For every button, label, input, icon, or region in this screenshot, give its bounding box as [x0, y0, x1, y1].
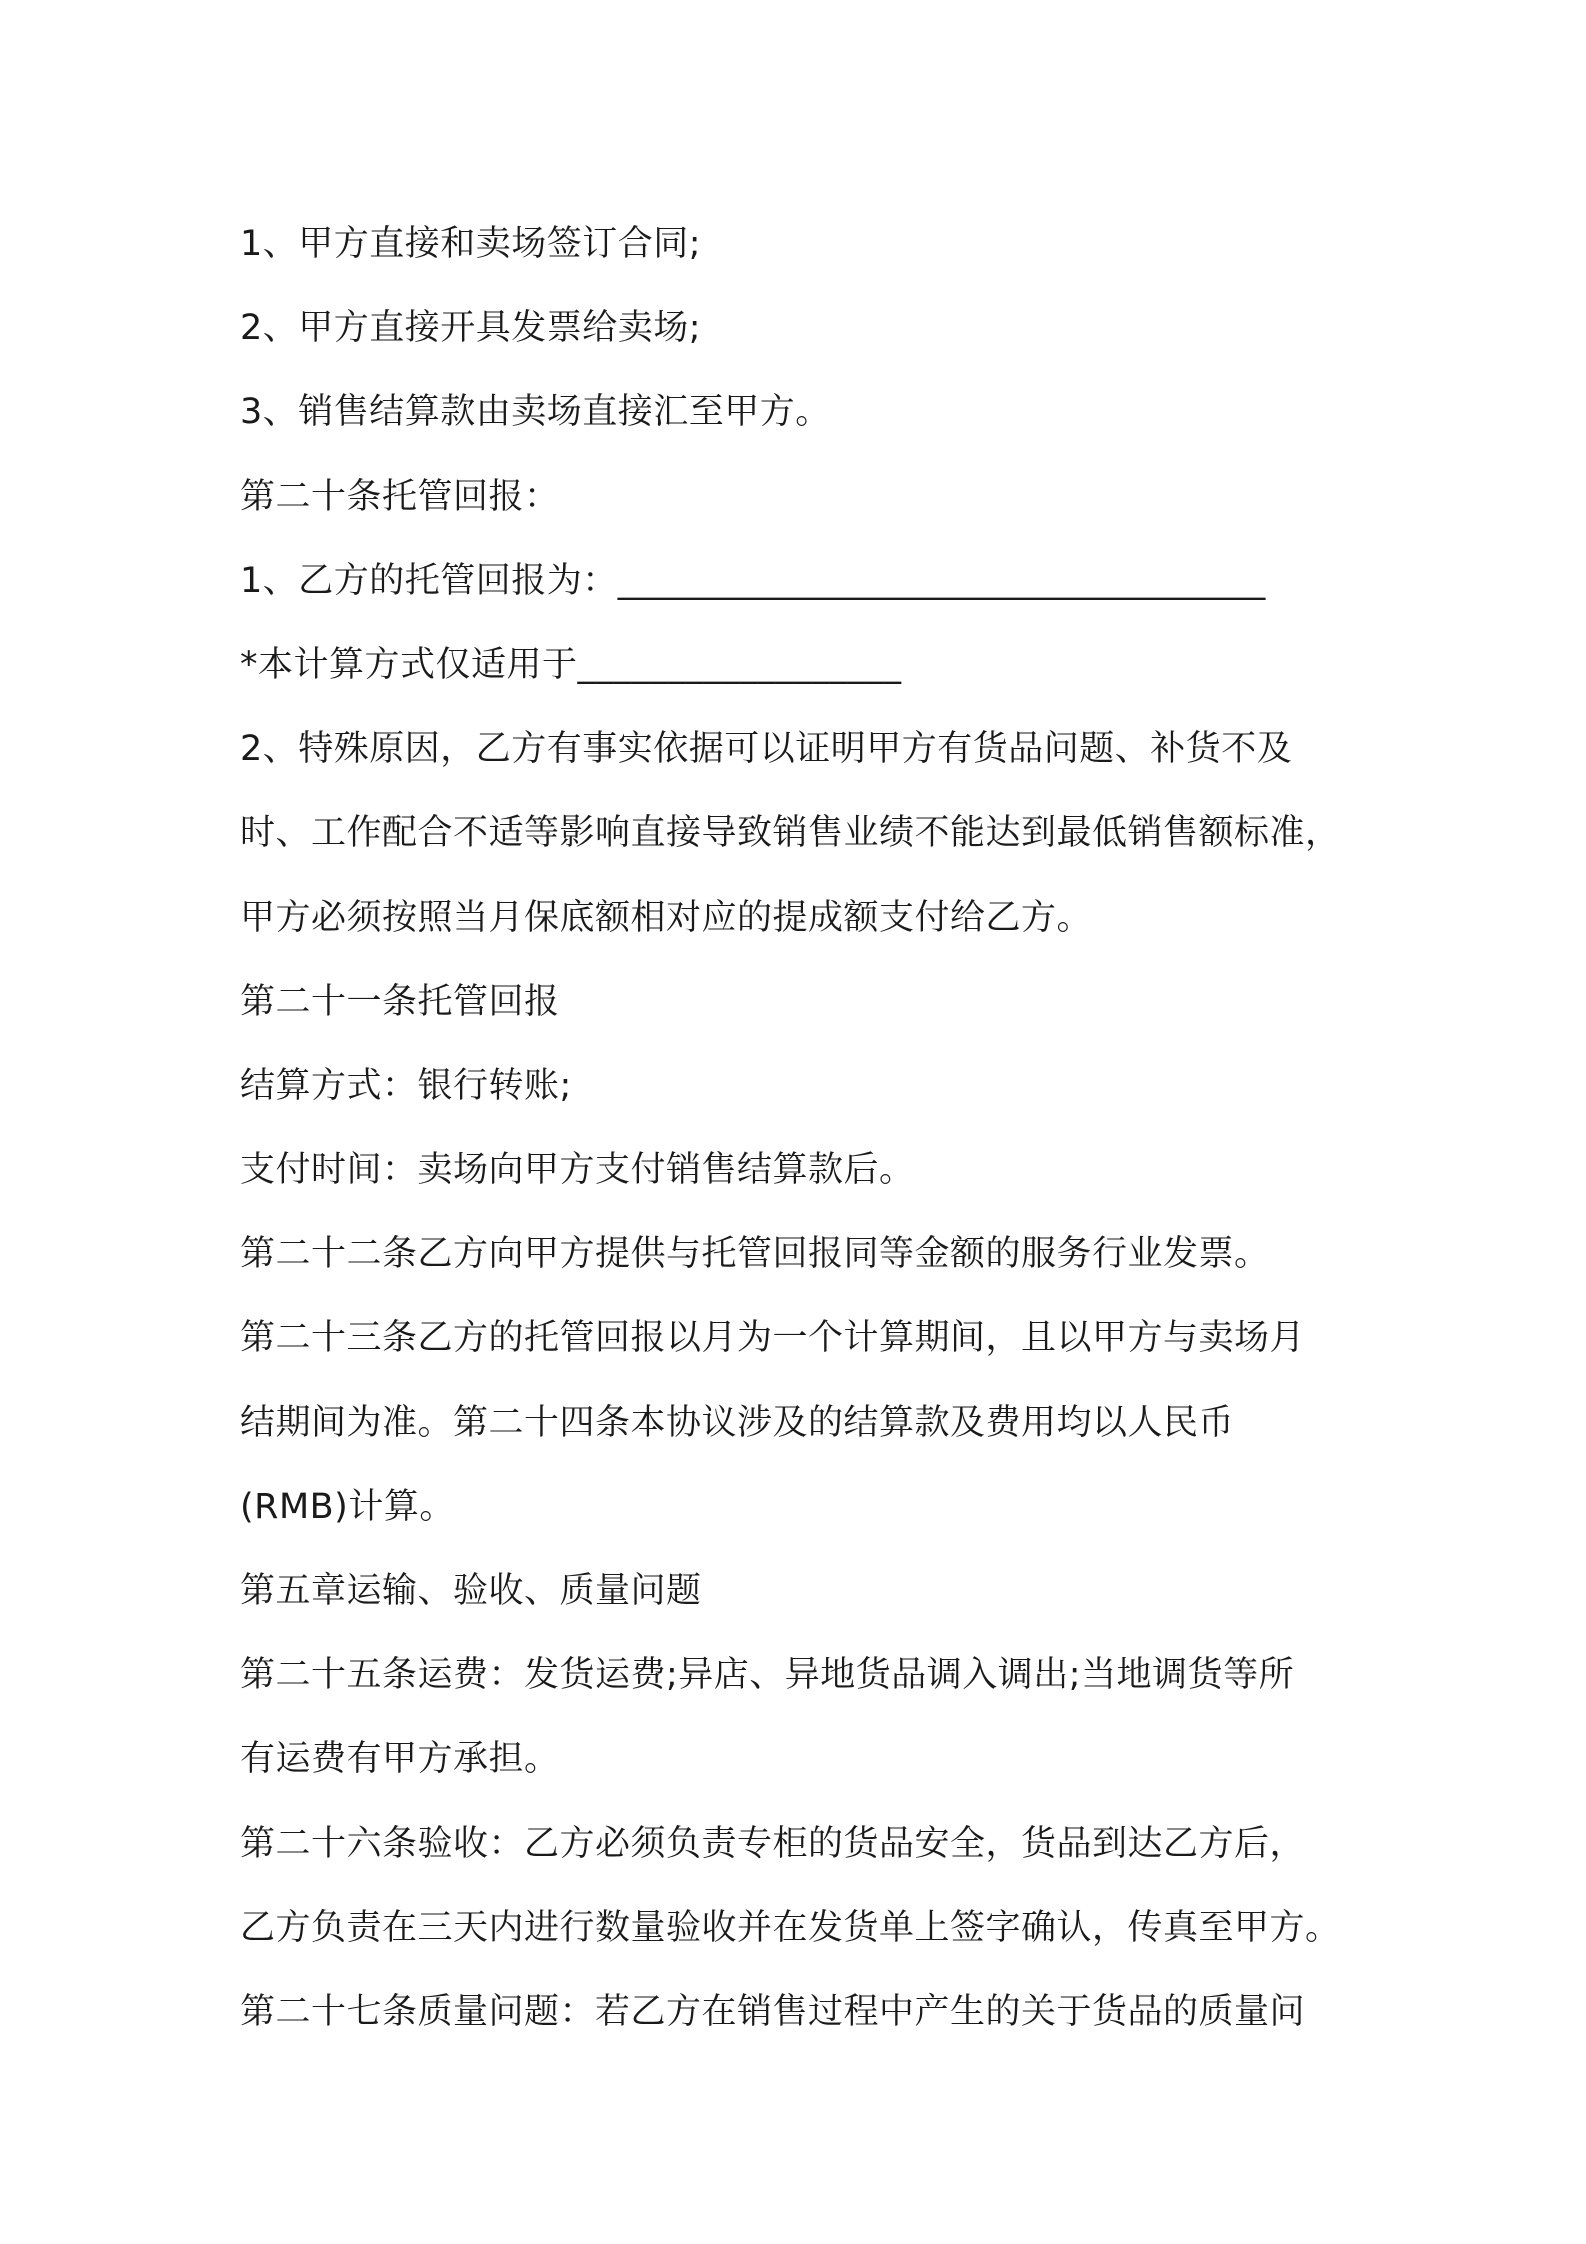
- text-line: 2、特殊原因，乙方有事实依据可以证明甲方有货品问题、补货不及: [240, 729, 1293, 770]
- text-line: 1、甲方直接和卖场签订合同;: [240, 224, 702, 264]
- text-line: 第二十六条验收：乙方必须负责专柜的货品安全，货品到达乙方后，: [240, 1823, 1306, 1864]
- text-line: *本计算方式仅适用于__________________: [240, 644, 902, 685]
- text-line: 结算方式：银行转账;: [240, 1065, 572, 1106]
- text-line: 乙方负责在三天内进行数量验收并在发货单上签字确认，传真至甲方。: [240, 1907, 1341, 1948]
- text-line: 3、销售结算款由卖场直接汇至甲方。: [240, 392, 831, 433]
- text-line: 2、甲方直接开具发票给卖场;: [240, 308, 702, 349]
- chapter-heading: 第五章运输、验收、质量问题: [240, 1571, 702, 1611]
- document-body: [240, 202, 1380, 2054]
- text-line: 第二十二条乙方向甲方提供与托管回报同等金额的服务行业发票。: [240, 1234, 1270, 1275]
- article-heading: 第二十条托管回报：: [240, 476, 560, 517]
- text-line: (RMB)计算。: [240, 1486, 455, 1527]
- text-line: 有运费有甲方承担。: [240, 1739, 560, 1780]
- text-line: 第二十七条质量问题：若乙方在销售过程中产生的关于货品的质量问: [240, 1991, 1306, 2032]
- text-line: 甲方必须按照当月保底额相对应的提成额支付给乙方。: [240, 897, 1093, 938]
- text-line: 第二十五条运费：发货运费;异店、异地货品调入调出;当地调货等所: [240, 1655, 1295, 1696]
- text-line: 时、工作配合不适等影响直接导致销售业绩不能达到最低销售额标准，: [240, 813, 1341, 854]
- text-line: 第二十三条乙方的托管回报以月为一个计算期间，且以甲方与卖场月: [240, 1318, 1306, 1359]
- text-line: 结期间为准。第二十四条本协议涉及的结算款及费用均以人民币: [240, 1402, 1235, 1443]
- text-line: 支付时间：卖场向甲方支付销售结算款后。: [240, 1150, 915, 1191]
- article-heading: 第二十一条托管回报: [240, 981, 560, 1022]
- text-line: 1、乙方的托管回报为：____________________________________: [240, 560, 1266, 601]
